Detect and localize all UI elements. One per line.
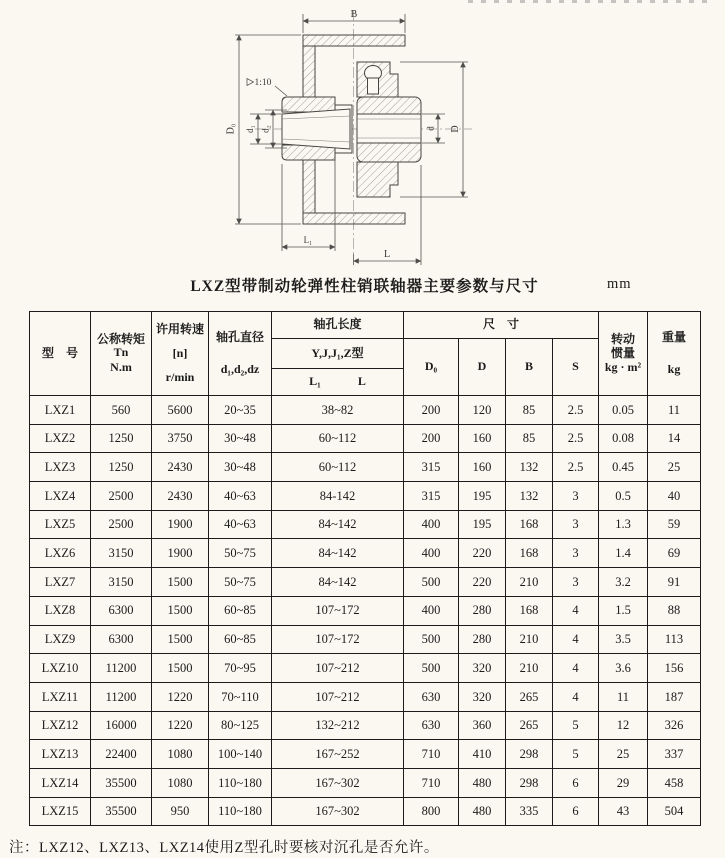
cell-inertia: 3.2 bbox=[599, 568, 648, 597]
brake-wheel-rim-top bbox=[303, 35, 405, 46]
cell-length: 60~112 bbox=[272, 424, 404, 453]
elastic-pin bbox=[365, 66, 382, 95]
cell-weight: 14 bbox=[648, 424, 701, 453]
cell-inertia: 1.4 bbox=[599, 539, 648, 568]
cell-B: 298 bbox=[506, 740, 553, 769]
cell-torque: 22400 bbox=[91, 740, 152, 769]
cell-bore: 40~63 bbox=[209, 482, 272, 511]
cell-inertia: 29 bbox=[599, 768, 648, 797]
label-L1: L₁ bbox=[303, 235, 313, 245]
cell-D0: 200 bbox=[404, 424, 459, 453]
header-inertia-line1: 转动 bbox=[611, 332, 636, 346]
cell-D: 280 bbox=[459, 596, 506, 625]
cell-model: LXZ8 bbox=[30, 596, 91, 625]
cell-speed: 1900 bbox=[152, 539, 209, 568]
cell-S: 6 bbox=[553, 797, 599, 826]
cell-model: LXZ13 bbox=[30, 740, 91, 769]
cell-S: 3 bbox=[553, 482, 599, 511]
cell-inertia: 3.6 bbox=[599, 654, 648, 683]
header-length-type: Y,J,J₁,Z型 bbox=[272, 339, 404, 369]
cell-D: 220 bbox=[459, 568, 506, 597]
cell-B: 132 bbox=[506, 482, 553, 511]
cell-model: LXZ7 bbox=[30, 568, 91, 597]
cell-weight: 187 bbox=[648, 682, 701, 711]
cell-B: 210 bbox=[506, 568, 553, 597]
cell-weight: 11 bbox=[648, 396, 701, 425]
table-row bbox=[30, 596, 701, 625]
cell-length: 84~142 bbox=[272, 539, 404, 568]
cell-torque: 1250 bbox=[91, 424, 152, 453]
header-speed-line1: 许用转速 bbox=[155, 322, 204, 336]
cell-D: 320 bbox=[459, 654, 506, 683]
cell-D0: 500 bbox=[404, 654, 459, 683]
label-L: L bbox=[383, 249, 391, 260]
table-row bbox=[30, 740, 701, 769]
cell-D0: 400 bbox=[404, 510, 459, 539]
parameter-table bbox=[29, 311, 701, 826]
cell-model: LXZ12 bbox=[30, 711, 91, 740]
header-speed-line3: r/min bbox=[165, 370, 195, 384]
cell-S: 3 bbox=[553, 510, 599, 539]
cropped-text-remnant bbox=[468, 0, 713, 3]
cell-S: 3 bbox=[553, 568, 599, 597]
cell-bore: 100~140 bbox=[209, 740, 272, 769]
page-title: LXZ型带制动轮弹性柱销联轴器主要参数与尺寸 bbox=[190, 278, 539, 295]
cell-D: 120 bbox=[459, 396, 506, 425]
cell-inertia: 0.5 bbox=[599, 482, 648, 511]
table-row bbox=[30, 424, 701, 453]
cell-D: 480 bbox=[459, 797, 506, 826]
label-d: d bbox=[425, 126, 436, 131]
header-col-S: S bbox=[553, 339, 599, 396]
cell-inertia: 11 bbox=[599, 682, 648, 711]
right-flange-bottom bbox=[357, 162, 398, 197]
cell-S: 4 bbox=[553, 625, 599, 654]
cell-length: 84~142 bbox=[272, 510, 404, 539]
cell-speed: 1900 bbox=[152, 510, 209, 539]
cell-torque: 11200 bbox=[91, 682, 152, 711]
cell-model: LXZ6 bbox=[30, 539, 91, 568]
cell-D: 360 bbox=[459, 711, 506, 740]
left-tapered-bore bbox=[282, 109, 350, 149]
cell-bore: 70~95 bbox=[209, 654, 272, 683]
cell-bore: 110~180 bbox=[209, 797, 272, 826]
cell-speed: 2430 bbox=[152, 482, 209, 511]
header-L: L bbox=[357, 374, 366, 389]
cell-length: 167~302 bbox=[272, 768, 404, 797]
cell-S: 6 bbox=[553, 768, 599, 797]
cell-D: 320 bbox=[459, 682, 506, 711]
cell-model: LXZ14 bbox=[30, 768, 91, 797]
header-torque-line1: 公称转矩Tn bbox=[96, 332, 145, 359]
cell-D: 410 bbox=[459, 740, 506, 769]
cell-speed: 1500 bbox=[152, 596, 209, 625]
cell-length: 84-142 bbox=[272, 482, 404, 511]
cell-model: LXZ9 bbox=[30, 625, 91, 654]
cell-S: 4 bbox=[553, 682, 599, 711]
cell-length: 60~112 bbox=[272, 453, 404, 482]
cell-S: 4 bbox=[553, 596, 599, 625]
cell-D0: 400 bbox=[404, 596, 459, 625]
header-torque bbox=[91, 312, 152, 396]
header-weight bbox=[648, 312, 701, 396]
cell-weight: 25 bbox=[648, 453, 701, 482]
header-size-group: 尺 寸 bbox=[404, 312, 599, 339]
label-taper: 1:10 bbox=[254, 78, 272, 88]
cell-weight: 88 bbox=[648, 596, 701, 625]
cell-D: 160 bbox=[459, 453, 506, 482]
cell-bore: 70~110 bbox=[209, 682, 272, 711]
cell-weight: 40 bbox=[648, 482, 701, 511]
cell-inertia: 12 bbox=[599, 711, 648, 740]
cell-speed: 5600 bbox=[152, 396, 209, 425]
table-title-row bbox=[29, 274, 700, 296]
cell-model: LXZ5 bbox=[30, 510, 91, 539]
cell-D: 280 bbox=[459, 625, 506, 654]
cell-S: 2.5 bbox=[553, 396, 599, 425]
cell-B: 265 bbox=[506, 682, 553, 711]
cell-weight: 458 bbox=[648, 768, 701, 797]
header-inertia bbox=[599, 312, 648, 396]
header-model: 型 号 bbox=[30, 312, 91, 396]
brake-wheel-web-bottom bbox=[303, 160, 315, 213]
cell-weight: 91 bbox=[648, 568, 701, 597]
cell-torque: 2500 bbox=[91, 510, 152, 539]
right-bore bbox=[357, 114, 421, 143]
table-row bbox=[30, 396, 701, 425]
table-row bbox=[30, 768, 701, 797]
cell-weight: 156 bbox=[648, 654, 701, 683]
header-inertia-line3: kg · m² bbox=[604, 360, 642, 374]
cell-B: 210 bbox=[506, 625, 553, 654]
cell-torque: 560 bbox=[91, 396, 152, 425]
header-col-D0: D₀ bbox=[404, 339, 459, 396]
cell-torque: 16000 bbox=[91, 711, 152, 740]
cell-bore: 110~180 bbox=[209, 768, 272, 797]
cell-speed: 1080 bbox=[152, 740, 209, 769]
cell-D0: 710 bbox=[404, 740, 459, 769]
cell-speed: 1500 bbox=[152, 654, 209, 683]
cell-torque: 35500 bbox=[91, 768, 152, 797]
cell-length: 167~252 bbox=[272, 740, 404, 769]
cell-B: 298 bbox=[506, 768, 553, 797]
cell-bore: 40~63 bbox=[209, 510, 272, 539]
cell-S: 2.5 bbox=[553, 424, 599, 453]
cell-inertia: 43 bbox=[599, 797, 648, 826]
header-L1: L₁ bbox=[309, 374, 321, 389]
cell-D0: 200 bbox=[404, 396, 459, 425]
cell-B: 132 bbox=[506, 453, 553, 482]
header-length-L1L bbox=[272, 369, 404, 396]
cell-weight: 113 bbox=[648, 625, 701, 654]
cell-inertia: 25 bbox=[599, 740, 648, 769]
table-row bbox=[30, 568, 701, 597]
table-row bbox=[30, 711, 701, 740]
cell-weight: 59 bbox=[648, 510, 701, 539]
cell-torque: 6300 bbox=[91, 596, 152, 625]
cell-bore: 50~75 bbox=[209, 568, 272, 597]
cell-D: 195 bbox=[459, 482, 506, 511]
cell-D: 220 bbox=[459, 539, 506, 568]
cell-bore: 80~125 bbox=[209, 711, 272, 740]
cell-weight: 337 bbox=[648, 740, 701, 769]
cell-speed: 1500 bbox=[152, 568, 209, 597]
brake-wheel-rim-bottom bbox=[303, 213, 405, 224]
cell-D0: 500 bbox=[404, 625, 459, 654]
brake-wheel-web-top bbox=[303, 46, 315, 97]
coupling-section-drawing bbox=[225, 2, 500, 272]
cell-B: 335 bbox=[506, 797, 553, 826]
header-inertia-line2: 惯量 bbox=[611, 346, 636, 360]
cell-model: LXZ10 bbox=[30, 654, 91, 683]
table-row bbox=[30, 682, 701, 711]
label-d1: d₁ bbox=[245, 125, 255, 133]
table-body bbox=[30, 396, 701, 826]
cell-bore: 20~35 bbox=[209, 396, 272, 425]
cell-speed: 3750 bbox=[152, 424, 209, 453]
cell-speed: 1220 bbox=[152, 682, 209, 711]
cell-bore: 50~75 bbox=[209, 539, 272, 568]
cell-length: 107~172 bbox=[272, 596, 404, 625]
cell-model: LXZ3 bbox=[30, 453, 91, 482]
footnote: 注：LXZ12、LXZ13、LXZ14使用Z型孔时要核对沉孔是否允许。 bbox=[9, 840, 439, 856]
cell-speed: 950 bbox=[152, 797, 209, 826]
cell-weight: 504 bbox=[648, 797, 701, 826]
header-length-group: 轴孔长度 bbox=[272, 312, 404, 339]
table-row bbox=[30, 539, 701, 568]
label-D: D bbox=[450, 125, 461, 133]
cell-D0: 800 bbox=[404, 797, 459, 826]
cell-speed: 1220 bbox=[152, 711, 209, 740]
cell-length: 107~212 bbox=[272, 654, 404, 683]
cell-bore: 30~48 bbox=[209, 453, 272, 482]
cell-torque: 35500 bbox=[91, 797, 152, 826]
cell-bore: 30~48 bbox=[209, 424, 272, 453]
cell-inertia: 0.05 bbox=[599, 396, 648, 425]
table-row bbox=[30, 797, 701, 826]
cell-D: 160 bbox=[459, 424, 506, 453]
cell-speed: 2430 bbox=[152, 453, 209, 482]
cell-inertia: 0.45 bbox=[599, 453, 648, 482]
table-row bbox=[30, 625, 701, 654]
cell-B: 265 bbox=[506, 711, 553, 740]
cell-weight: 326 bbox=[648, 711, 701, 740]
header-weight-line2: kg bbox=[667, 362, 681, 376]
cell-weight: 69 bbox=[648, 539, 701, 568]
cell-speed: 1080 bbox=[152, 768, 209, 797]
cell-S: 2.5 bbox=[553, 453, 599, 482]
cell-torque: 2500 bbox=[91, 482, 152, 511]
cell-model: LXZ4 bbox=[30, 482, 91, 511]
cell-D0: 400 bbox=[404, 539, 459, 568]
cell-S: 4 bbox=[553, 654, 599, 683]
cell-length: 167~302 bbox=[272, 797, 404, 826]
table-row bbox=[30, 482, 701, 511]
cell-length: 84~142 bbox=[272, 568, 404, 597]
table-row bbox=[30, 654, 701, 683]
cell-model: LXZ2 bbox=[30, 424, 91, 453]
header-speed-line2: [n] bbox=[172, 346, 188, 360]
cell-B: 85 bbox=[506, 396, 553, 425]
cell-torque: 1250 bbox=[91, 453, 152, 482]
cell-model: LXZ15 bbox=[30, 797, 91, 826]
cell-D0: 630 bbox=[404, 711, 459, 740]
cell-torque: 3150 bbox=[91, 568, 152, 597]
cell-inertia: 1.3 bbox=[599, 510, 648, 539]
header-col-D: D bbox=[459, 339, 506, 396]
cell-speed: 1500 bbox=[152, 625, 209, 654]
cell-B: 168 bbox=[506, 510, 553, 539]
header-weight-line1: 重量 bbox=[662, 330, 687, 344]
cell-bore: 60~85 bbox=[209, 596, 272, 625]
cell-model: LXZ1 bbox=[30, 396, 91, 425]
cell-D0: 500 bbox=[404, 568, 459, 597]
cell-D0: 710 bbox=[404, 768, 459, 797]
cell-B: 210 bbox=[506, 654, 553, 683]
cell-length: 38~82 bbox=[272, 396, 404, 425]
cell-S: 3 bbox=[553, 539, 599, 568]
table-row bbox=[30, 453, 701, 482]
unit-label: mm bbox=[607, 276, 632, 292]
cell-D0: 315 bbox=[404, 482, 459, 511]
cell-D0: 630 bbox=[404, 682, 459, 711]
cell-S: 5 bbox=[553, 740, 599, 769]
header-bore bbox=[209, 312, 272, 396]
cell-B: 168 bbox=[506, 596, 553, 625]
cell-model: LXZ11 bbox=[30, 682, 91, 711]
cell-torque: 6300 bbox=[91, 625, 152, 654]
header-torque-line2: N.m bbox=[110, 360, 132, 374]
cell-S: 5 bbox=[553, 711, 599, 740]
cell-bore: 60~85 bbox=[209, 625, 272, 654]
header-col-B: B bbox=[506, 339, 553, 396]
cell-length: 132~212 bbox=[272, 711, 404, 740]
cell-inertia: 3.5 bbox=[599, 625, 648, 654]
cell-B: 85 bbox=[506, 424, 553, 453]
table-row bbox=[30, 510, 701, 539]
cell-D: 480 bbox=[459, 768, 506, 797]
header-bore-line2: d₁,d₂,dz bbox=[220, 362, 260, 376]
cell-inertia: 0.08 bbox=[599, 424, 648, 453]
cell-D: 195 bbox=[459, 510, 506, 539]
cell-inertia: 1.5 bbox=[599, 596, 648, 625]
cell-B: 168 bbox=[506, 539, 553, 568]
label-D0: D₀ bbox=[225, 123, 237, 135]
cell-length: 107~212 bbox=[272, 682, 404, 711]
cell-D0: 315 bbox=[404, 453, 459, 482]
header-speed bbox=[152, 312, 209, 396]
left-hub-flange-top bbox=[282, 97, 335, 112]
cell-torque: 11200 bbox=[91, 654, 152, 683]
label-d2: d₂ bbox=[260, 125, 271, 133]
table-header bbox=[30, 312, 701, 396]
taper-symbol-icon bbox=[247, 79, 254, 86]
label-B: B bbox=[350, 9, 358, 20]
header-bore-line1: 轴孔直径 bbox=[215, 330, 264, 344]
cell-length: 107~172 bbox=[272, 625, 404, 654]
cell-torque: 3150 bbox=[91, 539, 152, 568]
